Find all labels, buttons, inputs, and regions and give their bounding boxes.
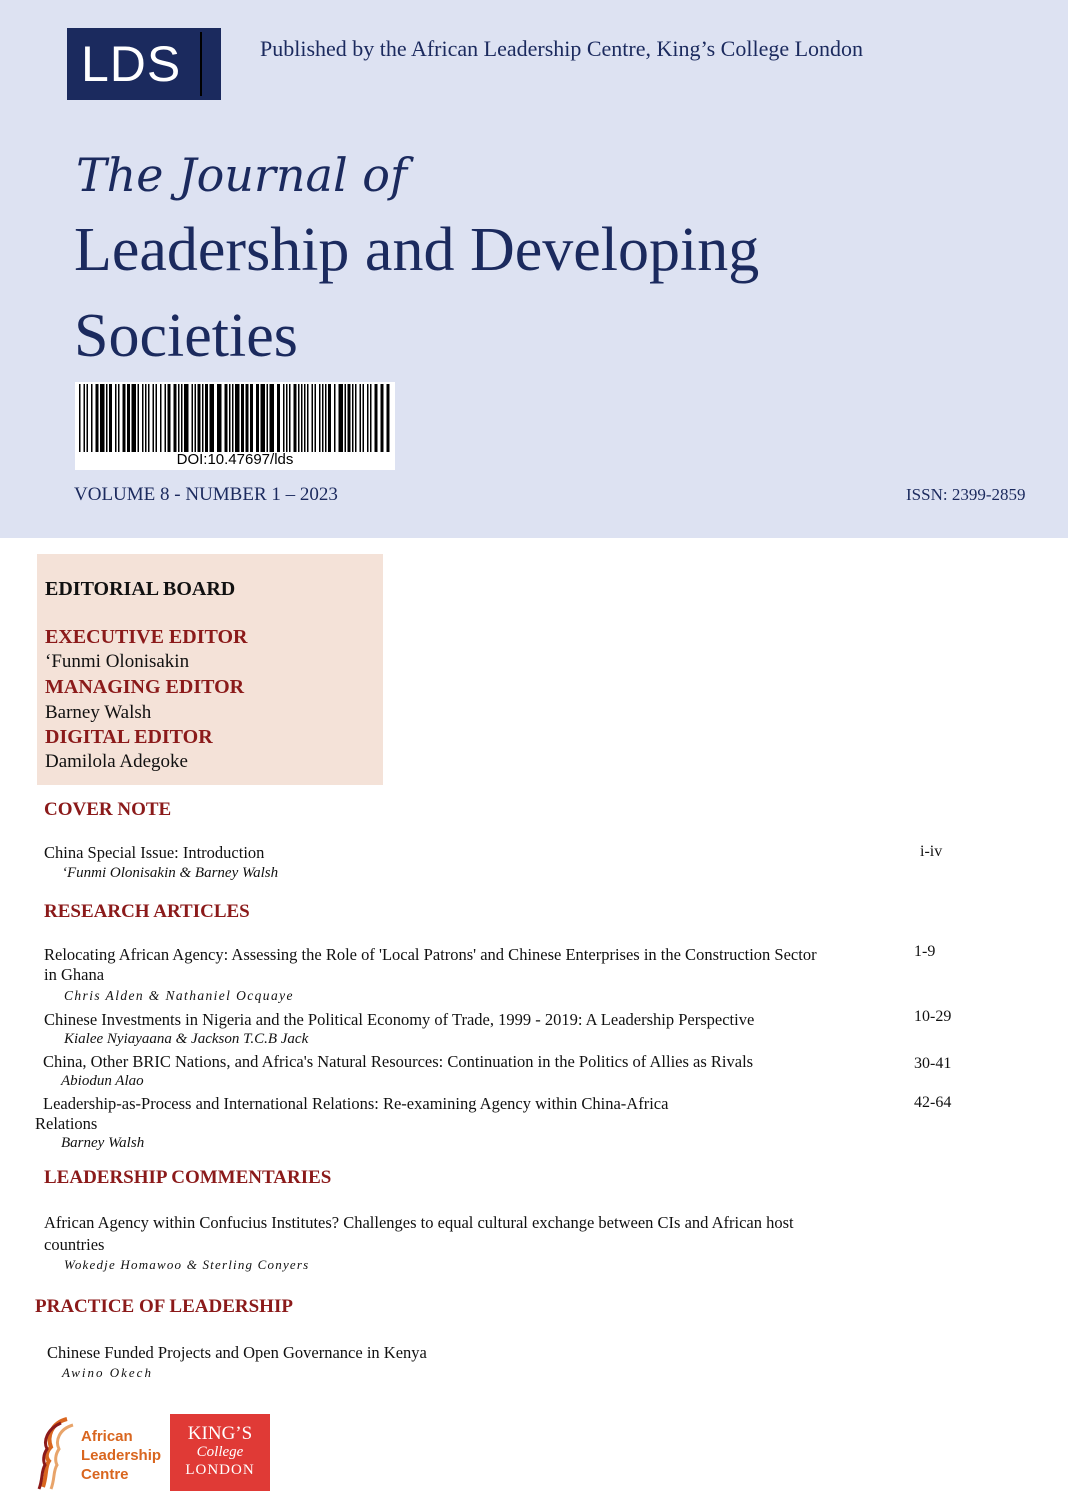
barcode-bar	[210, 384, 215, 452]
barcode-bar	[168, 384, 171, 452]
barcode-bar	[363, 384, 365, 452]
barcode-bar	[315, 384, 317, 452]
barcode-bar	[241, 384, 244, 452]
kcl-text-line2: College	[196, 1444, 244, 1460]
article-2-authors: Kialee Nyiayaana & Jackson T.C.B Jack	[64, 1031, 309, 1047]
barcode-bar	[339, 384, 344, 452]
alc-text-line2: Leadership	[81, 1447, 162, 1464]
section-research-articles: RESEARCH ARTICLES	[44, 901, 250, 922]
article-1-pages: 1-9	[914, 943, 936, 960]
managing-editor-name: Barney Walsh	[45, 702, 152, 723]
article-3-pages: 30-41	[914, 1055, 952, 1072]
barcode-bar	[370, 384, 372, 452]
barcode-bar	[348, 384, 351, 452]
barcode-bar	[87, 384, 89, 452]
barcode-bar	[283, 384, 285, 452]
barcode-bar	[118, 384, 120, 452]
barcode-bar	[181, 384, 183, 452]
barcode-bar	[192, 384, 194, 452]
barcode-bar	[235, 384, 240, 452]
barcode-bar	[148, 384, 150, 452]
barcode-bar	[153, 384, 155, 452]
article-3-title[interactable]: China, Other BRIC Nations, and Africa's Natural Resources: Continuation in the Politics of Allies as Rivals	[43, 1052, 754, 1071]
section-cover-note: COVER NOTE	[44, 799, 172, 820]
barcode-bar	[304, 384, 306, 452]
lds-logo-text: LDS	[81, 36, 182, 92]
article-1-title-cont[interactable]: in Ghana	[44, 965, 105, 984]
article-4-authors: Barney Walsh	[61, 1135, 145, 1151]
alc-profile-icon	[37, 1413, 77, 1493]
barcode-bar	[355, 384, 357, 452]
publisher-line: Published by the African Leadership Centre, King’s College London	[260, 36, 864, 61]
barcode-bar	[142, 384, 144, 452]
barcode-bar	[232, 384, 234, 452]
barcode-bar	[352, 384, 354, 452]
barcode-bar	[312, 384, 314, 452]
barcode-bar	[96, 384, 99, 452]
barcode-bar	[319, 384, 321, 452]
journal-title-line1: Leadership and Developing	[74, 216, 760, 284]
barcode-bar	[322, 384, 324, 452]
barcode-bar	[84, 384, 86, 452]
article-1-title[interactable]: Relocating African Agency: Assessing the Role of 'Local Patrons' and Chinese Enterprises in the Construction Sector	[44, 945, 817, 964]
article-4-pages: 42-64	[914, 1094, 952, 1111]
barcode-bar	[138, 384, 140, 452]
barcode-bar	[381, 384, 384, 452]
barcode-bar	[360, 384, 362, 452]
barcode-bar	[156, 384, 158, 452]
barcode-bar	[294, 384, 297, 452]
barcode-bar	[375, 384, 378, 452]
digital-editor-name: Damilola Adegoke	[45, 751, 188, 772]
barcode-bar	[91, 384, 93, 452]
section-leadership-commentaries: LEADERSHIP COMMENTARIES	[44, 1167, 332, 1188]
barcode-bar	[184, 384, 189, 452]
barcode-bar	[195, 384, 197, 452]
barcode-bar	[367, 384, 369, 452]
barcode-bar	[178, 384, 180, 452]
african-leadership-centre-logo	[37, 1413, 162, 1493]
barcode-bar	[246, 384, 249, 452]
barcode-bar	[334, 384, 336, 452]
barcode-bar	[301, 384, 303, 452]
barcode-bar	[250, 384, 253, 452]
barcode-bar	[123, 384, 126, 452]
cover-note-pages: i-iv	[920, 843, 943, 860]
practice-authors: Awino Okech	[62, 1365, 153, 1380]
article-1-authors: Chris Alden & Nathaniel Ocquaye	[64, 988, 294, 1003]
barcode-bar	[198, 384, 201, 452]
barcode-bar	[286, 384, 288, 452]
barcode-bar	[256, 384, 259, 452]
kcl-text-line3: LONDON	[185, 1462, 255, 1478]
barcode-bar	[387, 384, 390, 452]
article-3-authors: Abiodun Alao	[61, 1073, 144, 1089]
cover-note-title[interactable]: China Special Issue: Introduction	[44, 843, 265, 862]
practice-title[interactable]: Chinese Funded Projects and Open Governance in Kenya	[47, 1343, 427, 1362]
commentary-authors: Wokedje Homawoo & Sterling Conyers	[64, 1257, 310, 1272]
barcode-bar	[79, 384, 81, 452]
barcode-bar	[132, 384, 137, 452]
barcode-bar	[229, 384, 231, 452]
barcode-bar	[345, 384, 347, 452]
barcode-bar	[115, 384, 117, 452]
barcode-bar	[109, 384, 112, 452]
barcode-bar	[160, 384, 162, 452]
barcode-bar	[100, 384, 105, 452]
barcode-bar	[307, 384, 309, 452]
journal-title-line2: Societies	[74, 302, 298, 370]
barcode-bar	[145, 384, 147, 452]
barcode-bar	[267, 384, 269, 452]
article-2-title[interactable]: Chinese Investments in Nigeria and the Political Economy of Trade, 1999 - 2019: A Leadership Perspective	[44, 1010, 755, 1029]
commentary-title-cont[interactable]: countries	[44, 1235, 105, 1254]
barcode-bar	[165, 384, 167, 452]
editorial-board-title: EDITORIAL BOARD	[45, 578, 236, 600]
journal-title-prefix: The Journal of	[76, 148, 408, 202]
barcode-bar	[217, 384, 222, 452]
barcode-bar	[225, 384, 228, 452]
doi-label: DOI:10.47697/lds	[176, 451, 294, 468]
article-2-pages: 10-29	[914, 1008, 952, 1025]
barcode-bar	[106, 384, 108, 452]
alc-text-line1: African	[81, 1428, 133, 1445]
barcode-bar	[289, 384, 291, 452]
executive-editor-name: ‘Funmi Olonisakin	[45, 651, 190, 672]
executive-editor-label: EXECUTIVE EDITOR	[45, 626, 248, 648]
kcl-text-line1: KING’S	[187, 1423, 253, 1444]
barcode-bar	[202, 384, 204, 452]
barcode-bar	[174, 384, 177, 452]
alc-text-line3: Centre	[81, 1466, 129, 1483]
section-practice-of-leadership: PRACTICE OF LEADERSHIP	[35, 1296, 293, 1317]
barcode-bar	[277, 384, 280, 452]
kings-college-london-logo	[170, 1414, 270, 1491]
cover-note-authors: ‘Funmi Olonisakin & Barney Walsh	[62, 865, 279, 881]
issn: ISSN: 2399-2859	[906, 485, 1026, 504]
commentary-title[interactable]: African Agency within Confucius Institutes? Challenges to equal cultural exchange between CIs and African host	[44, 1213, 794, 1232]
barcode-bar	[127, 384, 130, 452]
lds-logo	[67, 28, 221, 100]
barcode-bar	[325, 384, 327, 452]
barcode-bar	[328, 384, 331, 452]
volume-issue: VOLUME 8 - NUMBER 1 – 2023	[74, 484, 338, 505]
managing-editor-label: MANAGING EDITOR	[45, 676, 245, 698]
digital-editor-label: DIGITAL EDITOR	[45, 726, 213, 748]
barcode-bar	[261, 384, 266, 452]
barcode-bar	[298, 384, 300, 452]
article-4-title-cont[interactable]: Relations	[35, 1114, 98, 1133]
barcode-bar	[270, 384, 275, 452]
barcode-bar	[205, 384, 208, 452]
article-4-title[interactable]: Leadership-as-Process and International Relations: Re-examining Agency within China-Africa	[43, 1094, 669, 1113]
